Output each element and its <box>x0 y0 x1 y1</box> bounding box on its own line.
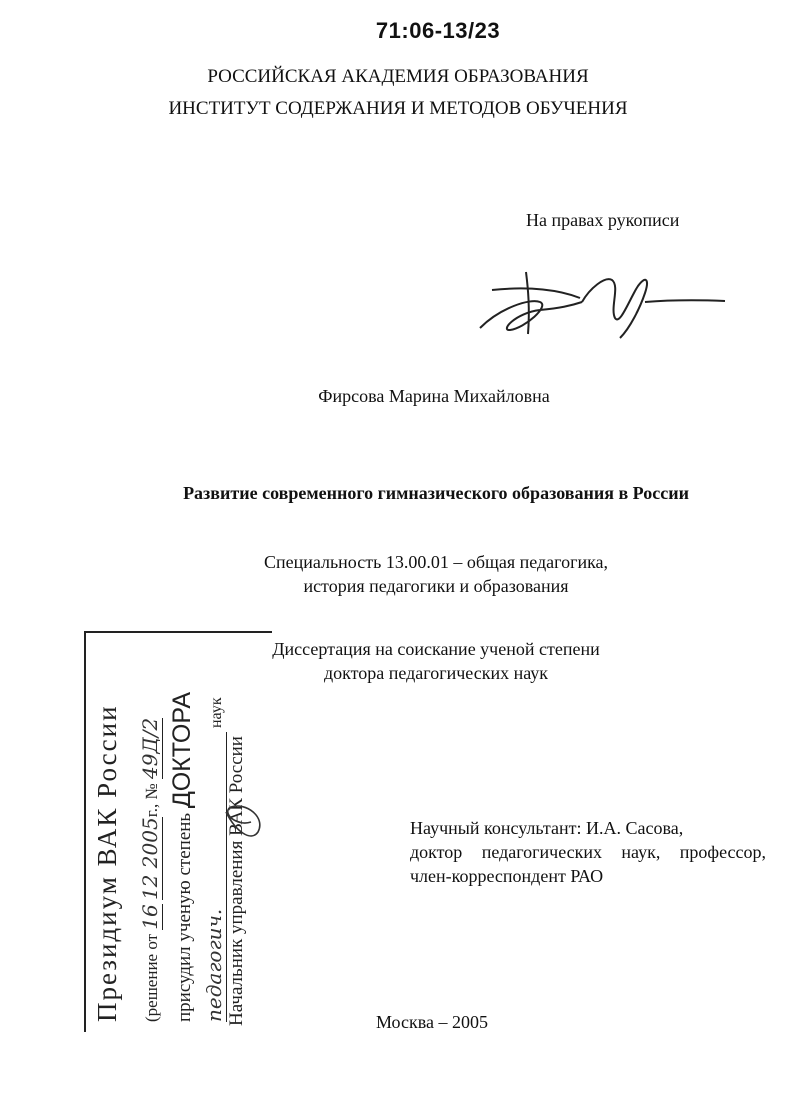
specialty <box>0 550 796 598</box>
organization-name: РОССИЙСКАЯ АКАДЕМИЯ ОБРАЗОВАНИЯ <box>207 66 589 87</box>
author-signature <box>470 268 730 343</box>
institute-name: ИНСТИТУТ СОДЕРЖАНИЯ И МЕТОДОВ ОБУЧЕНИЯ <box>168 98 628 119</box>
archive-code: 71:06-13/23 <box>375 18 501 43</box>
stamp-head-title: Начальник управления ВАК России <box>226 736 247 1026</box>
stamp-signature <box>126 782 276 872</box>
consultant-line-2: доктор педагогических наук, профессор, <box>410 842 766 862</box>
stamp-decision-number: 49Д/2 <box>138 717 162 779</box>
city-year: Москва – 2005 <box>376 1012 488 1032</box>
stamp-awarded-degree: ДОКТОРА <box>168 691 196 809</box>
dissertation-title: Развитие современного гимназического образования в России <box>183 483 689 503</box>
vak-approval-stamp <box>84 631 272 1032</box>
stamp-awarded-prefix: присудил ученую степень <box>174 812 195 1022</box>
stamp-field-suffix: наук <box>208 697 225 728</box>
dissertation-line-1: Диссертация на соискание ученой степени <box>272 639 600 659</box>
author-name: Фирсова Марина Михайловна <box>318 386 550 406</box>
specialty-line-2: история педагогики и образования <box>303 576 569 596</box>
scientific-consultant <box>410 816 766 888</box>
stamp-field-handwritten: педагогич. <box>202 732 227 1022</box>
specialty-line-1: Специальность 13.00.01 – общая педагогика, <box>263 552 609 572</box>
consultant-line-1: Научный консультант: И.А. Сасова, <box>410 818 684 838</box>
stamp-year-suffix: г., № <box>142 783 161 818</box>
dissertation-line-2: доктора педагогических наук <box>323 663 549 683</box>
stamp-decision-prefix: (решение от <box>142 933 161 1022</box>
stamp-decision-date: 12 2005 <box>138 817 162 900</box>
manuscript-note: На правах рукописи <box>526 210 680 230</box>
stamp-decision-day: 16 <box>138 904 162 930</box>
stamp-header: Президиум ВАК России <box>92 704 122 1022</box>
consultant-line-3: член-корреспондент РАО <box>410 866 604 886</box>
